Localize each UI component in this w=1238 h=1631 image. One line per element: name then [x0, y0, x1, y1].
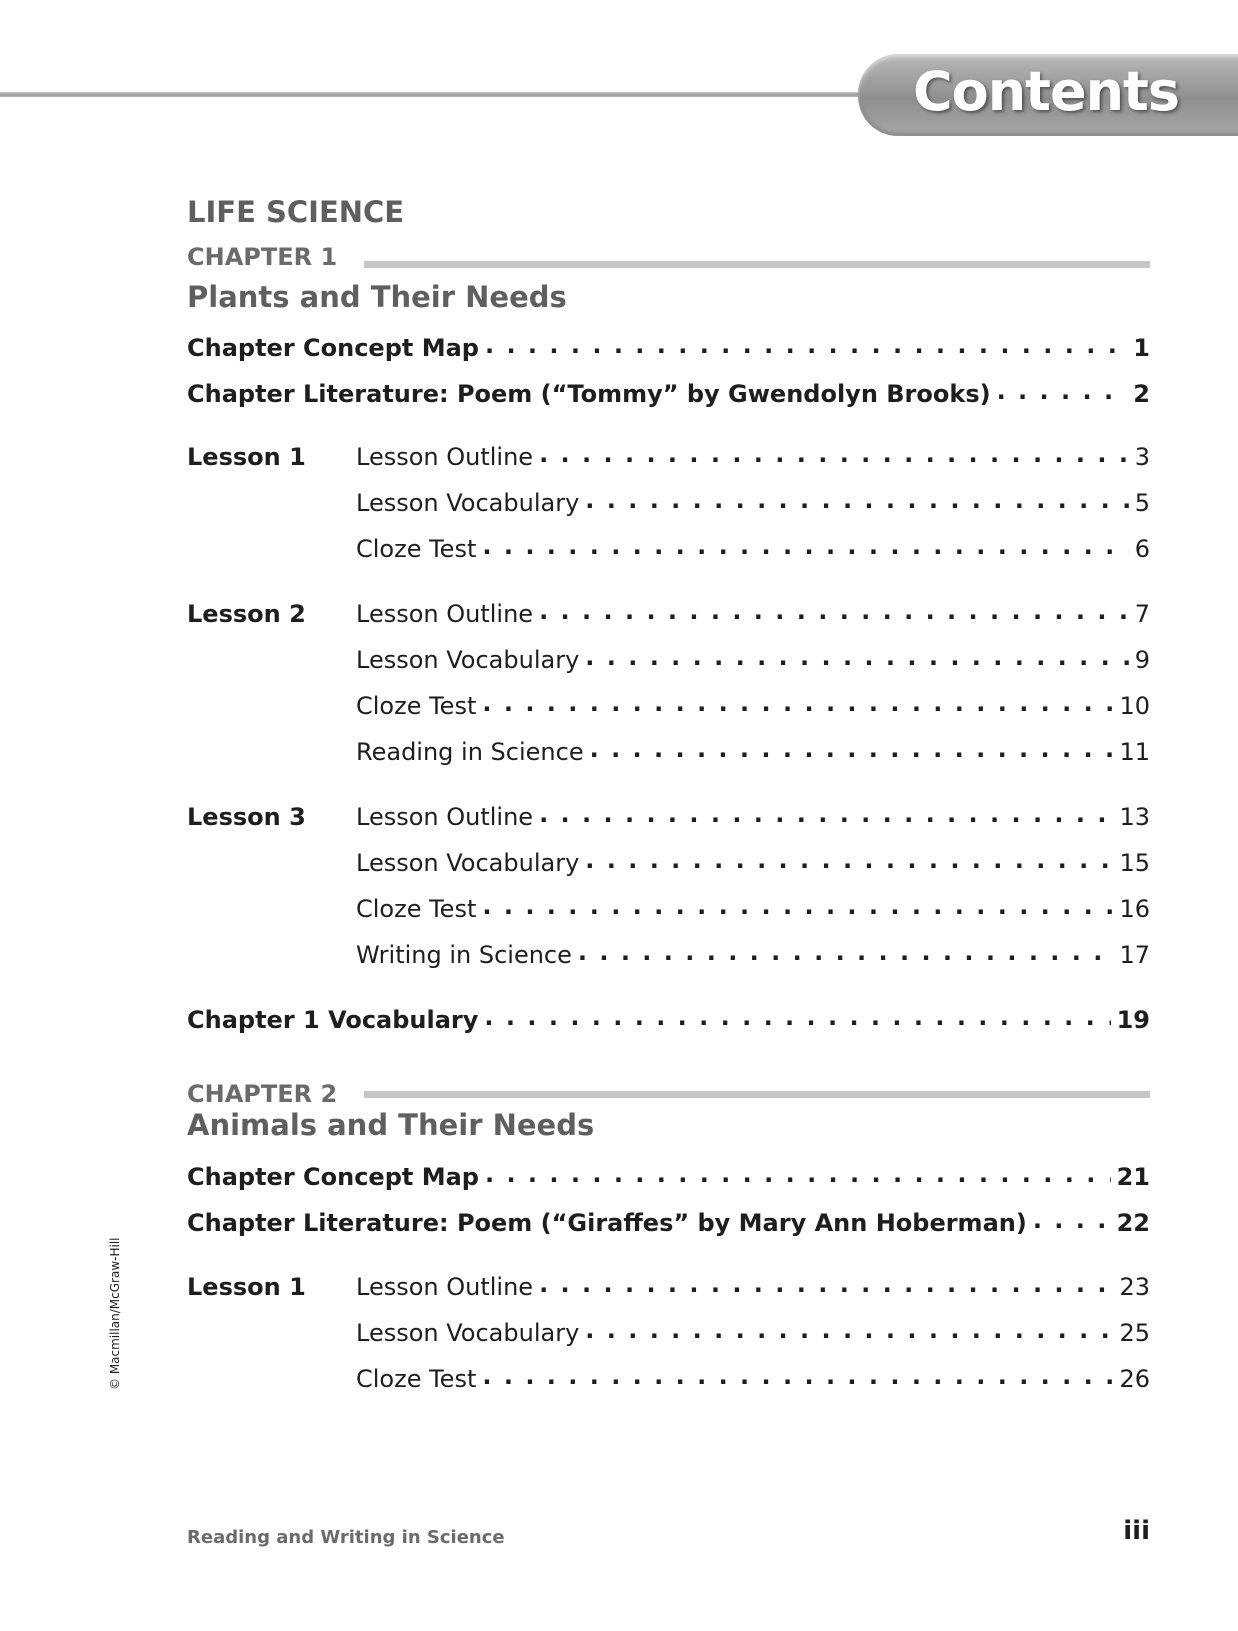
- toc-entry-ch1-l3-cloze[interactable]: [356, 894, 1150, 924]
- toc-entry-ch2-l1-outline[interactable]: [356, 1272, 1150, 1302]
- dot-leader: [482, 895, 1113, 917]
- toc-entry-label: Lesson Vocabulary: [356, 849, 580, 877]
- copyright-notice: © Macmillan/McGraw-Hill: [108, 1237, 122, 1390]
- toc-entry-ch2-l1-cloze[interactable]: [356, 1364, 1150, 1394]
- toc-entry-page: 15: [1119, 849, 1150, 877]
- toc-entry-page: 23: [1119, 1273, 1150, 1301]
- toc-entry-ch1-l2-cloze[interactable]: [356, 691, 1150, 721]
- toc-entry-page: 11: [1119, 738, 1150, 766]
- dot-leader: [485, 1163, 1111, 1185]
- page-title: Contents: [913, 60, 1180, 123]
- ch1-lesson-1-label: Lesson 1: [187, 443, 306, 471]
- toc-entry-page: 1: [1133, 334, 1150, 362]
- toc-entry-page: 10: [1119, 692, 1150, 720]
- toc-entry-label: Lesson Outline: [356, 443, 534, 471]
- toc-entry-page: 21: [1116, 1163, 1150, 1191]
- toc-entry-ch1-l1-outline[interactable]: [356, 442, 1150, 472]
- dot-leader: [997, 380, 1128, 402]
- chapter-1-rule: [364, 261, 1150, 268]
- toc-entry-label: Lesson Outline: [356, 803, 534, 831]
- dot-leader: [485, 334, 1127, 356]
- toc-entry-page: 16: [1119, 895, 1150, 923]
- toc-entry-page: 17: [1119, 941, 1150, 969]
- toc-entry-page: 7: [1134, 600, 1150, 628]
- toc-entry-ch1-l3-outline[interactable]: [356, 802, 1150, 832]
- toc-entry-label: Cloze Test: [356, 692, 477, 720]
- toc-entry-page: 2: [1133, 380, 1150, 408]
- toc-entry-label: Lesson Outline: [356, 1273, 534, 1301]
- footer-book-title: Reading and Writing in Science: [187, 1527, 505, 1548]
- toc-entry-page: 6: [1134, 535, 1150, 563]
- dot-leader: [539, 1273, 1113, 1295]
- chapter-2-label: CHAPTER 2: [187, 1080, 338, 1108]
- dot-leader: [482, 535, 1128, 557]
- dot-leader: [539, 600, 1129, 622]
- dot-leader: [578, 941, 1114, 963]
- chapter-1-title: Plants and Their Needs: [187, 280, 567, 314]
- dot-leader: [585, 849, 1113, 871]
- toc-entry-page: 25: [1119, 1319, 1150, 1347]
- chapter-2-rule: [364, 1091, 1150, 1098]
- dot-leader: [484, 1006, 1110, 1028]
- toc-entry-page: 9: [1134, 646, 1150, 674]
- toc-entry-page: 19: [1116, 1006, 1150, 1034]
- dot-leader: [482, 1365, 1113, 1387]
- chapter-2-title: Animals and Their Needs: [187, 1108, 595, 1142]
- toc-entry-page: 26: [1119, 1365, 1150, 1393]
- ch1-lesson-2-label: Lesson 2: [187, 600, 306, 628]
- toc-entry-page: 13: [1119, 803, 1150, 831]
- toc-entry-ch1-concept-map[interactable]: [187, 333, 1150, 363]
- toc-entry-label: Lesson Vocabulary: [356, 646, 580, 674]
- toc-entry-label: Cloze Test: [356, 1365, 477, 1393]
- toc-entry-ch1-l3-vocabulary[interactable]: [356, 848, 1150, 878]
- toc-entry-ch1-l3-writing[interactable]: [356, 940, 1150, 970]
- toc-entry-label: Reading in Science: [356, 738, 584, 766]
- toc-entry-label: Writing in Science: [356, 941, 572, 969]
- dot-leader: [482, 692, 1113, 714]
- toc-entry-ch1-l1-vocabulary[interactable]: [356, 488, 1150, 518]
- toc-entry-page: 22: [1116, 1209, 1150, 1237]
- toc-entry-ch2-l1-vocabulary[interactable]: [356, 1318, 1150, 1348]
- toc-entry-ch1-vocabulary[interactable]: [187, 1005, 1150, 1035]
- chapter-1-label: CHAPTER 1: [187, 243, 338, 271]
- dot-leader: [1033, 1209, 1111, 1231]
- toc-entry-label: Cloze Test: [356, 535, 477, 563]
- toc-entry-label: Chapter Literature: Poem (“Tommy” by Gwendolyn Brooks): [187, 380, 991, 408]
- header-rule: [0, 92, 880, 97]
- toc-entry-ch1-literature[interactable]: [187, 379, 1150, 409]
- dot-leader: [585, 489, 1128, 511]
- ch2-lesson-1-label: Lesson 1: [187, 1273, 306, 1301]
- dot-leader: [539, 443, 1129, 465]
- toc-entry-label: Chapter Literature: Poem (“Giraffes” by Mary Ann Hoberman): [187, 1209, 1027, 1237]
- dot-leader: [585, 646, 1128, 668]
- toc-entry-ch1-l2-reading[interactable]: [356, 737, 1150, 767]
- toc-entry-ch1-l1-cloze[interactable]: [356, 534, 1150, 564]
- ch1-lesson-3-label: Lesson 3: [187, 803, 306, 831]
- toc-entry-label: Chapter 1 Vocabulary: [187, 1006, 479, 1034]
- toc-entry-label: Lesson Vocabulary: [356, 489, 580, 517]
- toc-entry-label: Chapter Concept Map: [187, 1163, 479, 1191]
- toc-entry-label: Cloze Test: [356, 895, 477, 923]
- toc-entry-ch1-l2-vocabulary[interactable]: [356, 645, 1150, 675]
- toc-entry-ch1-l2-outline[interactable]: [356, 599, 1150, 629]
- toc-entry-label: Lesson Outline: [356, 600, 534, 628]
- toc-entry-label: Lesson Vocabulary: [356, 1319, 580, 1347]
- section-title: LIFE SCIENCE: [187, 195, 405, 229]
- toc-entry-page: 5: [1134, 489, 1150, 517]
- dot-leader: [590, 738, 1114, 760]
- toc-entry-ch2-concept-map[interactable]: [187, 1162, 1150, 1192]
- toc-entry-label: Chapter Concept Map: [187, 334, 479, 362]
- dot-leader: [585, 1319, 1113, 1341]
- toc-entry-page: 3: [1134, 443, 1150, 471]
- toc-entry-ch2-literature[interactable]: [187, 1208, 1150, 1238]
- dot-leader: [539, 803, 1113, 825]
- footer-page-number: iii: [1123, 1516, 1150, 1546]
